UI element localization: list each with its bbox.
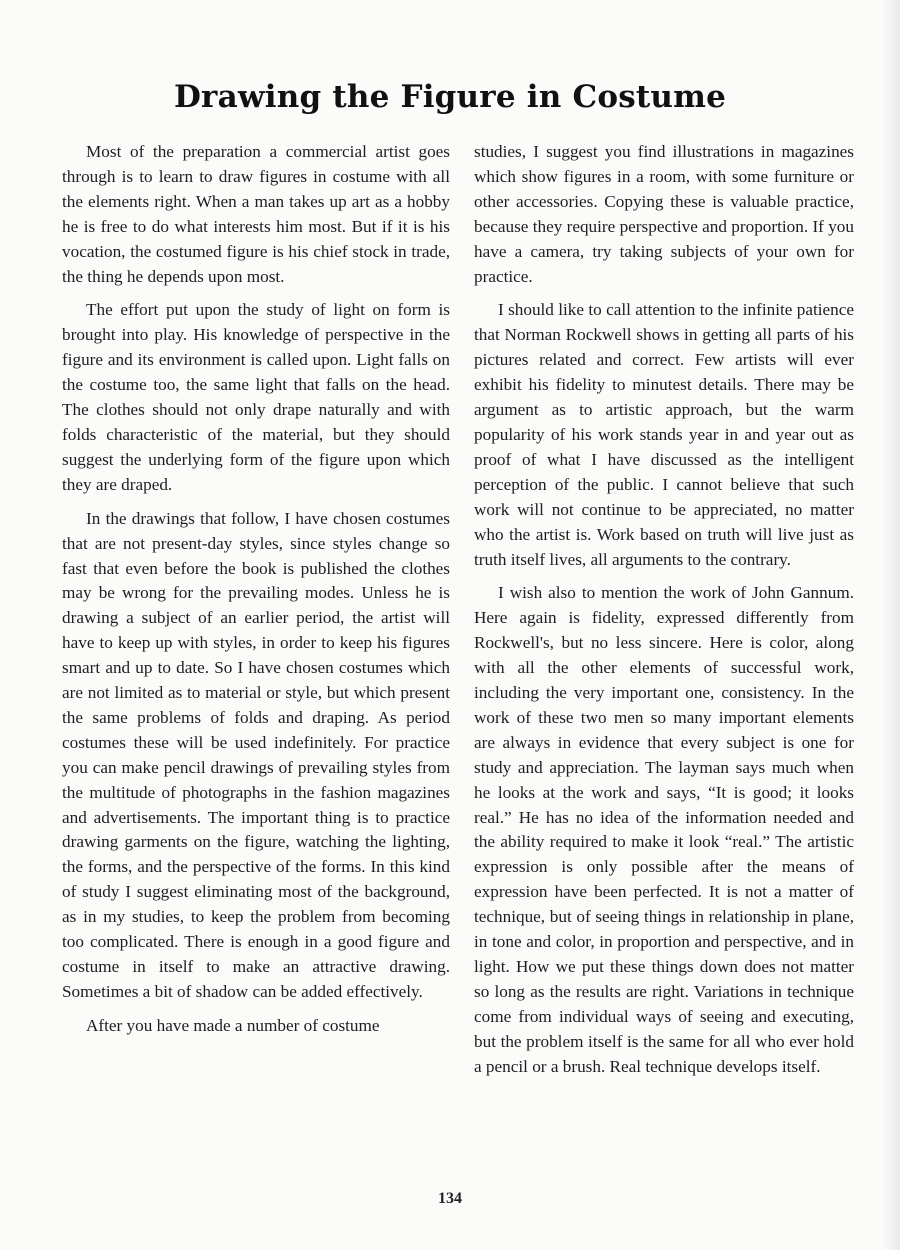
left-paragraph-4: After you have made a number of costume — [86, 1015, 380, 1035]
right-paragraph-3: I wish also to mention the work of John Gannum. Here again is fidelity, expressed differently from Rockwell's, but no less sincere. Here is color, along with all the other elements of successful work, including the very important one, consistency. In the work of these two men so many important elements are always in evidence that every subject is one for study and appreciation. The layman says much when he looks at the work and says, “It is good; it looks real.” He has no idea of the information needed and the ability required to make it look “real.” The artistic expression is only possible after the means of expression have been perfected. It is not a matter of technique, but of seeing things in relationship in plane, in tone and color, in proportion and perspective, and in light. How we put these things down does not matter so long as the results are right. Variations in technique come from individual ways of seeing and executing, but the problem itself is the same for all who ever hold a pencil or a brush. Real technique develops itself. — [474, 583, 854, 1076]
page-number: 134 — [438, 1190, 462, 1207]
left-paragraph-2: The effort put upon the study of light on form is brought into play. His knowledge of perspective in the figure and its environment is called upon. Light falls on the costume too, the same light that falls on the head. The clothes should not only drape naturally and with folds characteristic of the material, but they should suggest the underlying form of the figure upon which they are draped. — [62, 300, 450, 494]
scan-shadow-edge — [882, 0, 900, 1250]
left-paragraph-1: Most of the preparation a commercial artist goes through is to learn to draw figures in costume with all the elements right. When a man takes up art as a hobby he is free to do what interests him most. But if it is his vocation, the costumed figure is his chief stock in trade, the thing he depends upon most. — [62, 142, 450, 286]
right-paragraph-2: I should like to call attention to the infinite patience that Norman Rockwell shows in getting all parts of his pictures related and correct. Few artists will ever exhibit his fidelity to minutest details. There may be argument as to artistic approach, but the warm popularity of his work stands year in and year out as proof of what I have discussed as the intelligent perception of the public. I cannot believe that such work will not continue to be appreciated, no matter who the artist is. Work based on truth will live just as truth itself lives, all arguments to the contrary. — [474, 300, 854, 569]
right-paragraph-1: studies, I suggest you find illustrations in magazines which show figures in a room, with some furniture or other accessories. Copying these is valuable practice, because they require perspective and proportion. If you have a camera, try taking subjects of your own for practice. — [474, 142, 854, 286]
right-column — [474, 140, 854, 1080]
left-paragraph-3: In the drawings that follow, I have chosen costumes that are not present-day styles, since styles change so fast that even before the book is published the clothes may be wrong for the prevailing modes. Unless he is drawing a subject of an earlier period, the artist will have to keep up with styles, in order to keep his figures smart and up to date. So I have chosen costumes which are not limited as to material or style, but which present the same problems of folds and draping. As period costumes these will be used indefinitely. For practice you can make pencil drawings of prevailing styles from the multitude of photographs in the fashion magazines and advertisements. The important thing is to practice drawing garments on the figure, watching the lighting, the forms, and the perspective of the forms. In this kind of study I suggest eliminating most of the background, as in my studies, to keep the problem from becoming too complicated. There is enough in a good figure and costume in itself to make an attractive drawing. Sometimes a bit of shadow can be added effectively. — [62, 508, 450, 1001]
page-title: Drawing the Figure in Costume — [173, 78, 727, 115]
left-column — [62, 140, 450, 1039]
